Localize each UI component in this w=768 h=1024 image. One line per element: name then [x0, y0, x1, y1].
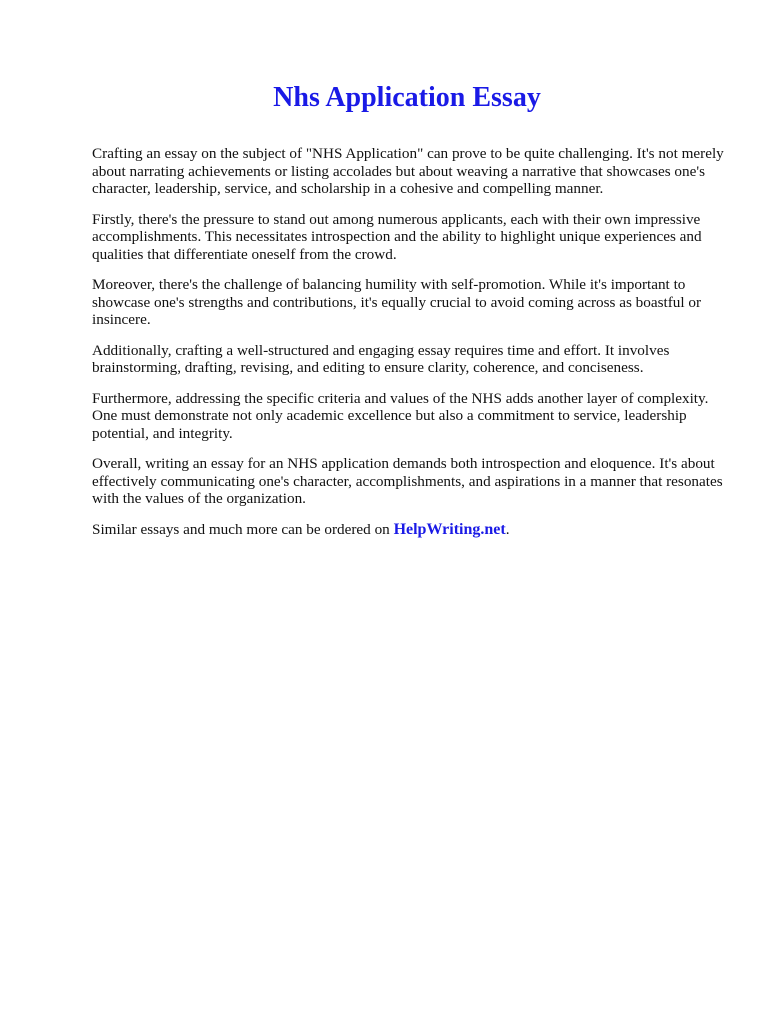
closing-paragraph [92, 521, 732, 539]
page-title: Nhs Application Essay [273, 82, 541, 113]
closing-suffix: . [505, 520, 510, 538]
paragraph-3: Moreover, there's the challenge of balancing humility with self-promotion. While it's important to showcase one's strengths and contributions, it's equally crucial to avoid coming across as boastful or insincere. [92, 276, 702, 328]
helpwriting-link[interactable]: HelpWriting.net [393, 520, 506, 538]
essay-body [92, 145, 732, 551]
paragraph-5: Furthermore, addressing the specific criteria and values of the NHS adds another layer of complexity. One must demonstrate not only academic excellence but also a commitment to service, leadership potential, and integrity. [92, 389, 709, 442]
paragraph-2: Firstly, there's the pressure to stand out among numerous applicants, each with their own impressive accomplishments. This necessitates introspection and the ability to highlight unique experiences and qualities that differentiate oneself from the crowd. [92, 210, 702, 263]
paragraph-4: Additionally, crafting a well-structured and engaging essay requires time and effort. It involves brainstorming, drafting, revising, and editing to ensure clarity, coherence, and conciseness. [92, 341, 670, 376]
closing-prefix: Similar essays and much more can be ordered on [92, 520, 394, 538]
paragraph-6: Overall, writing an essay for an NHS application demands both introspection and eloquence. It's about effectively communicating one's character, accomplishments, and aspirations in a manner that resonates with the values of the organization. [92, 455, 723, 507]
paragraph-1: Crafting an essay on the subject of "NHS Application" can prove to be quite challenging. It's not merely about narrating achievements or listing accolades but about weaving a narrative that showcases one's character, leadership, service, and scholarship in a cohesive and compelling manner. [92, 145, 724, 197]
